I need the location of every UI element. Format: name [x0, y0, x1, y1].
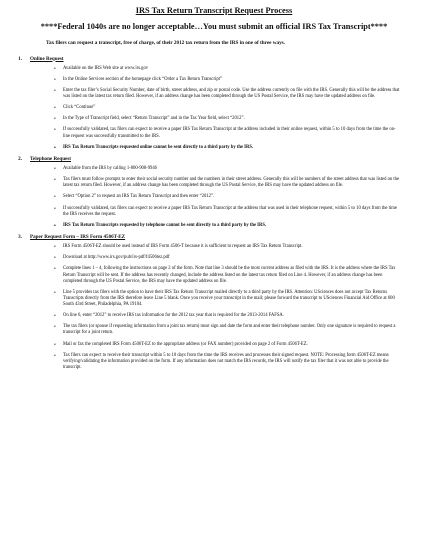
bullet-list	[0, 244, 428, 371]
bullet-list	[0, 66, 428, 151]
section-label: Paper Request Form – IRS Form 4506T-EZ	[30, 233, 126, 240]
intro-text: Tax filers can request a transcript, free of charge, of their 2012 tax return from the IRS in one of three ways.	[46, 40, 285, 46]
list-item: • Enter the tax filer’s Social Security Number, date of birth, street address, and zip or postal code. Use the address currently on file with the IRS. Generally this will be the address that was listed on the latest tax return filed. However, if an address change has been completed through the US Postal Service, the IRS may have the updated address on file.	[63, 88, 400, 100]
list-item: • IRS Form 4506T-EZ should be used instead of IRS Form 4506-T because it is sufficient to request an IRS Tax Return Transcript.	[63, 244, 400, 250]
list-item: • Select “Option 2” to request an IRS Tax Return Transcript and then enter “2012”.	[63, 194, 400, 200]
list-item: • If successfully validated, tax filers can expect to receive a paper IRS Tax Return Transcript at the address included in their online request, within 5 to 10 days from the time the on-line request was successfully transmitted to the IRS.	[63, 127, 400, 139]
bullet-list	[0, 166, 428, 229]
section-heading	[0, 156, 428, 162]
list-item: • Complete lines 1 – 4, following the instructions on page 2 of the form. Note that line 3 should be the most current address as filed with the IRS. It is the address where the IRS Tax Return Transcript will be sent. If the address has recently changed, include the address listed on the latest tax return filed on Line 4. However, if an address change has been completed through the US Postal Service, the IRS may have the updated address on file.	[63, 266, 400, 284]
notice-banner: ****Federal 1040s are no longer acceptable…You must submit an official IRS Tax Transcript****	[40, 22, 388, 31]
page-title: IRS Tax Return Transcript Request Process	[135, 6, 293, 15]
list-item: • In the Type of Transcript field, select “Return Transcript” and in the Tax Year field, select “2012”.	[63, 116, 400, 122]
section-number: 1.	[18, 55, 22, 62]
list-item: • Tax filers can expect to receive their transcript within 5 to 10 days from the time the IRS receives and processes their signed request. NOTE: Processing form 4506T-EZ means verifying/validating the information provided on the form. If any information does not match the IRS records, the IRS will notify the tax filer that it was not able to provide the transcript.	[63, 353, 400, 371]
section-label: Online Request	[30, 55, 64, 62]
list-item: • Available on the IRS Web site at www.irs.gov	[63, 66, 400, 72]
list-item: • Click “Continue”	[63, 105, 400, 111]
section-number: 3.	[18, 233, 22, 240]
section-online-request	[0, 56, 428, 151]
list-item: • IRS Tax Return Transcripts requested by telephone cannot be sent directly to a third party by the IRS.	[63, 223, 400, 229]
section-label: Telephone Request	[30, 155, 71, 162]
section-heading	[0, 234, 428, 240]
list-item: • Mail or fax the completed IRS Form 4506T-EZ to the appropriate address (or FAX number) provided on page 2 of Form 4506T-EZ.	[63, 342, 400, 348]
list-item: • Tax filers must follow prompts to enter their social security number and the numbers in their street address. Generally this will be numbers of the street address that was listed on the latest tax return filed. However, if an address change has been completed through the US Postal Service, the IRS may have the updated address on file.	[63, 177, 400, 189]
list-item: • Line 5 provides tax filers with the option to have their IRS Tax Return Transcript mailed directly to a third party by the IRS. Attention: USciences does not accept Tax Returns Transcripts directly from the IRS therefore leave Line 5 blank. Once you receive your transcript in the mail; please forward the transcript to USciences Financial Aid Office at 600 South 43rd Street, Philadelphia, PA 19104.	[63, 290, 400, 308]
section-number: 2.	[18, 155, 22, 162]
section-telephone-request	[0, 156, 428, 229]
section-heading	[0, 56, 428, 62]
list-item: • Download at http://www.irs.gov/pub/irs-pdf/f4506tez.pdf	[63, 255, 400, 261]
list-item: • In the Online Services section of the homepage click “Order a Tax Return Transcript”	[63, 77, 400, 83]
list-item: • IRS Tax Return Transcripts requested online cannot be sent directly to a third party by the IRS.	[63, 145, 400, 151]
list-item: • If successfully validated, tax filers can expect to receive a paper IRS Tax Return Transcript at the address that was used in their telephone request, within 5 to 10 days from the time the IRS receives the request.	[63, 206, 400, 218]
list-item: • The tax filers (or spouse if requesting information from a joint tax return) must sign and date the form and enter their telephone number. Only one signature is required to request a transcript for a joint return.	[63, 324, 400, 336]
list-item: • Available from the IRS by calling 1-800-908-9946	[63, 166, 400, 172]
list-item: • On line 6, enter “2012” to receive IRS tax information for the 2012 tax year that is required for the 2013-2014 FAFSA.	[63, 313, 400, 319]
section-paper-request	[0, 234, 428, 371]
